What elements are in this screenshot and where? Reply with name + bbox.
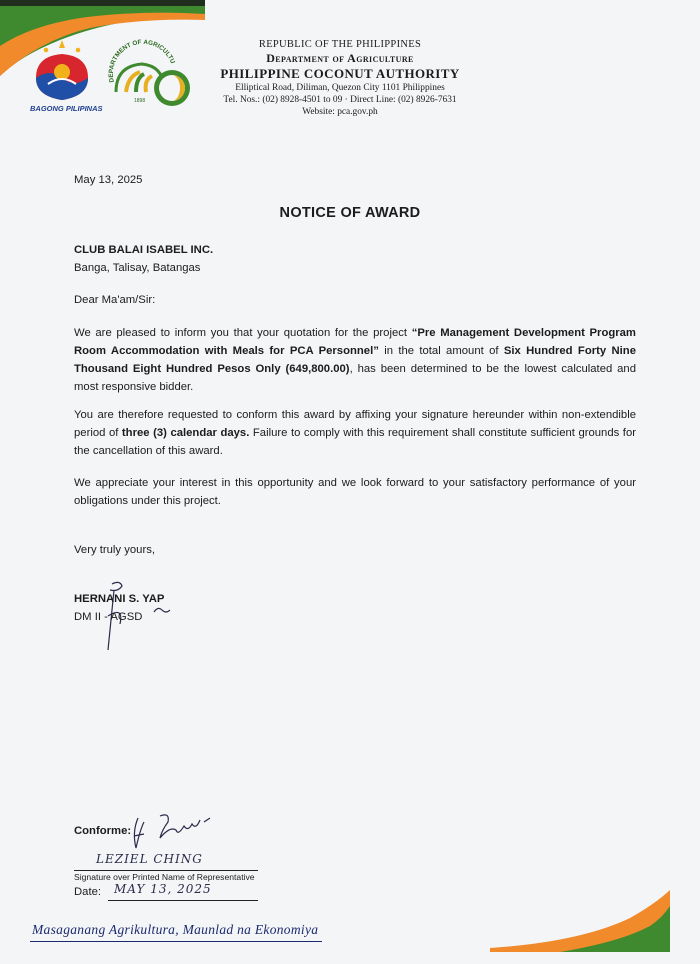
footer-motto: Masaganang Agrikultura, Maunlad na Ekonomiya [32, 922, 319, 937]
conform-deadline: three (3) calendar days. [121, 427, 250, 439]
conforme-date-label: Date: [74, 886, 102, 898]
letter-date: May 13, 2025 [74, 174, 143, 186]
paragraph-award-text-3: , has been determined to be the lowest calculated and most responsive bidder. [74, 363, 637, 393]
closing: Very truly yours, [74, 544, 155, 556]
greeting: Dear Ma'am/Sir: [74, 294, 156, 306]
department-logo-arc-text: DEPARTMENT OF AGRICULTU [107, 38, 177, 84]
signer-block [74, 590, 164, 626]
letterhead-website: Website: pca.gov.ph [302, 107, 378, 117]
letterhead-phones: Tel. Nos.: (02) 8928-4501 to 09 · Direct Line: (02) 8926-7631 [223, 95, 457, 105]
signer-name: HERNANI S. YAP [74, 593, 165, 605]
footer-motto-underline [30, 941, 322, 942]
department-logo-year: 1898 [134, 98, 146, 104]
letterhead-address: Elliptical Road, Diliman, Quezon City 1101 Philippines [235, 83, 445, 93]
corner-decoration-bottom-right [490, 890, 670, 952]
bagong-pilipinas-logo-text: BAGONG PILIPINAS [30, 104, 103, 113]
bagong-pilipinas-logo [30, 38, 110, 116]
conforme-handwritten-name: LEZIEL CHING [96, 852, 203, 866]
recipient-name: CLUB BALAI ISABEL INC. [74, 244, 214, 256]
paragraph-appreciation: We appreciate your interest in this opportunity and we look forward to your satisfactory performance of your obligations under this project. [74, 477, 636, 507]
project-name: “Pre Management Development Program Room Accommodation with Meals for PCA Personnel” [74, 327, 636, 357]
award-amount: Six Hundred Forty Nine Thousand Eight Hundred Pesos Only (649,800.00) [74, 345, 636, 375]
conforme-label: Conforme: [74, 825, 132, 837]
paragraph-award-text-1: We are pleased to inform you that your quotation for the project [74, 327, 412, 339]
letterhead [210, 38, 470, 118]
department-of-agriculture-logo [106, 36, 194, 116]
letter-title: NOTICE OF AWARD [279, 205, 421, 221]
paragraph-conform-text-1: You are therefore requested to conform this award by affixing your signature hereunder within non-extendible period of [74, 409, 636, 439]
paragraph-conform-text-2: Failure to comply with this requirement shall constitute sufficient grounds for the cancellation of this award. [74, 427, 636, 457]
conforme-signature [130, 808, 240, 858]
conforme-handwritten-date: MAY 13, 2025 [114, 882, 212, 896]
recipient-address: Banga, Talisay, Batangas [74, 262, 201, 274]
letterhead-department: Department of Agriculture [266, 51, 414, 65]
letterhead-agency: PHILIPPINE COCONUT AUTHORITY [220, 66, 460, 81]
signature-caption: Signature over Printed Name of Representative [74, 872, 255, 882]
paragraph-award [74, 324, 636, 396]
date-line [108, 900, 258, 901]
paragraph-conform-request [74, 406, 636, 460]
signer-title: DM II - AGSD [74, 611, 143, 623]
signature-line [74, 870, 258, 871]
recipient-block [74, 241, 213, 277]
letterhead-republic: REPUBLIC OF THE PHILIPPINES [258, 39, 422, 50]
paragraph-award-text-2: in the total amount of [378, 345, 504, 357]
